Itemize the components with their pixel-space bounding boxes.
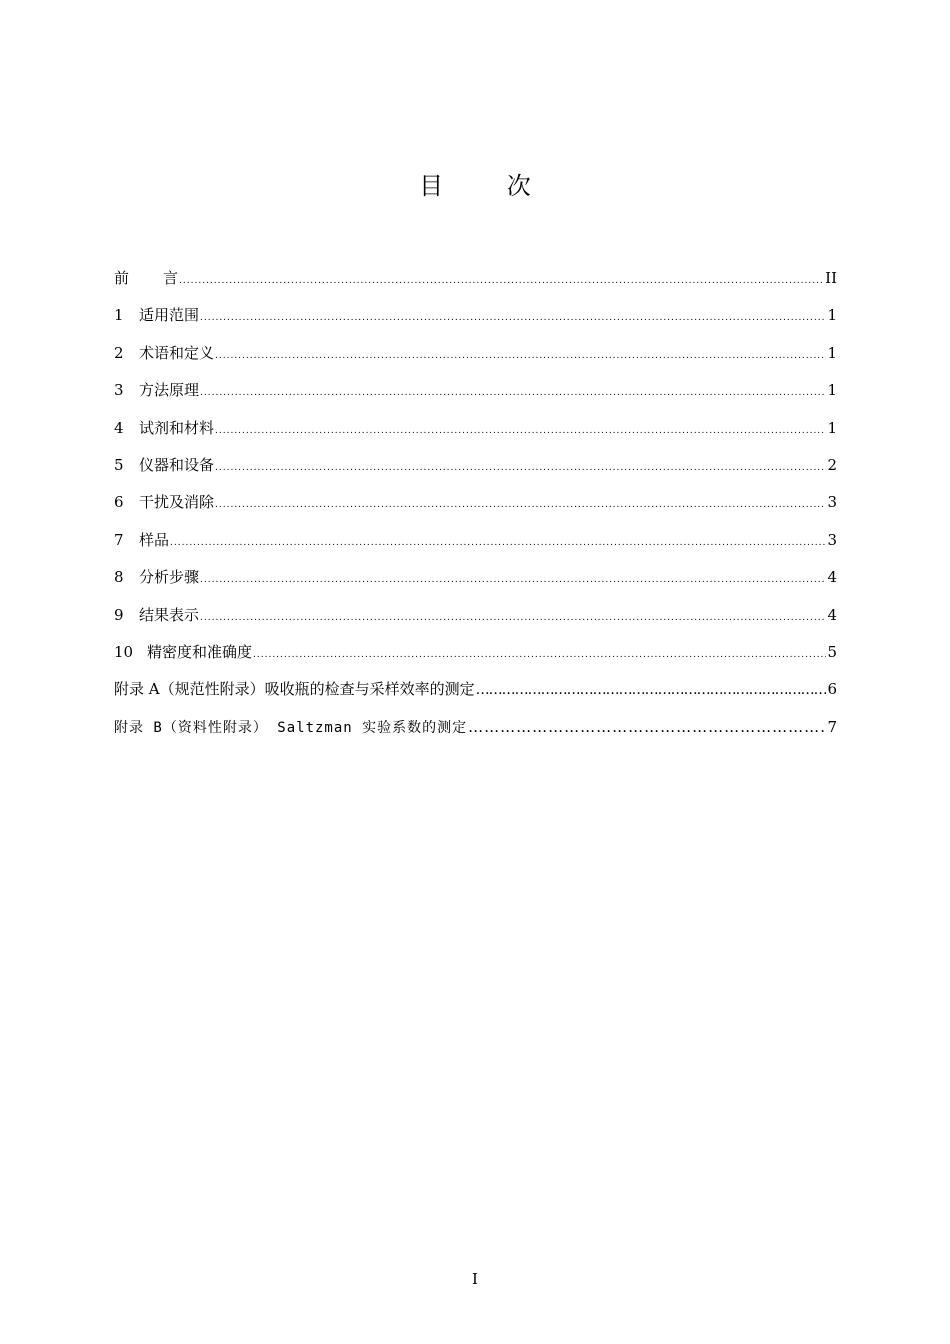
toc-entry-results[interactable] bbox=[114, 603, 837, 640]
toc-entry-label: 术语和定义 bbox=[139, 343, 215, 362]
toc-entry-label-char: 言 bbox=[163, 269, 179, 287]
toc-entry-label: 适用范围 bbox=[139, 306, 200, 325]
toc-entry-page: 5 bbox=[827, 642, 837, 661]
toc-leader-dots bbox=[468, 715, 826, 739]
toc-leader-dots bbox=[170, 531, 826, 555]
page-title: 目 次 bbox=[419, 172, 559, 200]
toc-entry-terms[interactable] bbox=[114, 341, 837, 378]
toc-leader-dots bbox=[215, 456, 826, 480]
toc-entry-label: 试剂和材料 bbox=[139, 418, 215, 437]
toc-entry-label: 方法原理 bbox=[139, 381, 200, 400]
toc-entry-number: 2 bbox=[114, 343, 124, 362]
toc-leader-dots bbox=[200, 606, 826, 630]
toc-entry-precision[interactable] bbox=[114, 640, 837, 677]
toc-entry-appendix-a[interactable] bbox=[114, 677, 837, 714]
toc-entry-principle[interactable] bbox=[114, 378, 837, 415]
toc-leader-dots bbox=[215, 344, 826, 368]
toc-entry-number: 3 bbox=[114, 381, 124, 400]
toc-entry-scope[interactable] bbox=[114, 303, 837, 340]
toc-entry-apparatus[interactable] bbox=[114, 453, 837, 490]
toc-entry-number: 8 bbox=[114, 568, 124, 587]
toc-entry-number: 1 bbox=[114, 306, 124, 325]
toc-leader-dots bbox=[200, 381, 826, 405]
toc-entry-page: 1 bbox=[827, 306, 837, 325]
toc-leader-dots bbox=[476, 678, 827, 702]
toc-leader-dots bbox=[200, 306, 826, 330]
toc-entry-foreword[interactable] bbox=[114, 266, 837, 303]
toc-entry-samples[interactable] bbox=[114, 528, 837, 565]
toc-entry-number: 4 bbox=[114, 418, 124, 437]
toc-entry-page: 7 bbox=[827, 717, 837, 736]
toc-entry-page: 4 bbox=[827, 568, 837, 587]
toc-entry-page: 1 bbox=[827, 343, 837, 362]
toc-entry-label: 精密度和准确度 bbox=[147, 642, 253, 661]
toc-entry-label: 干扰及消除 bbox=[139, 493, 215, 512]
toc-entry-page: 2 bbox=[827, 455, 837, 474]
toc-entry-page: 3 bbox=[827, 493, 837, 512]
toc-entry-number: 6 bbox=[114, 493, 124, 512]
toc-entry-appendix-b[interactable] bbox=[114, 715, 837, 752]
toc-entry-label: 附录 A（规范性附录）吸收瓶的检查与采样效率的测定 bbox=[114, 680, 475, 699]
toc-entry-label: 样品 bbox=[139, 530, 170, 549]
page-number: I bbox=[472, 1270, 478, 1288]
toc-entry-page: II bbox=[825, 269, 837, 287]
toc-entry-label: 附录 B（资料性附录） Saltzman 实验系数的测定 bbox=[114, 719, 468, 736]
toc-entry-page: 3 bbox=[827, 530, 837, 549]
toc-leader-dots bbox=[179, 269, 824, 293]
toc-entry-label: 结果表示 bbox=[139, 605, 200, 624]
toc-leader-dots bbox=[253, 643, 826, 667]
toc-entry-page: 1 bbox=[827, 381, 837, 400]
toc-entry-label-char: 前 bbox=[114, 269, 164, 287]
toc-entry-page: 6 bbox=[827, 680, 837, 699]
toc-entry-number: 5 bbox=[114, 455, 124, 474]
table-of-contents bbox=[114, 266, 837, 752]
toc-entry-analysis[interactable] bbox=[114, 565, 837, 602]
toc-entry-page: 4 bbox=[827, 605, 837, 624]
toc-leader-dots bbox=[215, 493, 826, 517]
toc-entry-interference[interactable] bbox=[114, 490, 837, 527]
toc-leader-dots bbox=[200, 568, 826, 592]
toc-entry-label: 仪器和设备 bbox=[139, 455, 215, 474]
toc-entry-label bbox=[114, 266, 178, 290]
toc-leader-dots bbox=[215, 419, 826, 443]
toc-entry-number: 9 bbox=[114, 605, 124, 624]
toc-entry-page: 1 bbox=[827, 418, 837, 437]
toc-entry-reagents[interactable] bbox=[114, 416, 837, 453]
toc-entry-number: 7 bbox=[114, 530, 124, 549]
toc-entry-number: 10 bbox=[114, 642, 134, 661]
toc-entry-label: 分析步骤 bbox=[139, 568, 200, 587]
